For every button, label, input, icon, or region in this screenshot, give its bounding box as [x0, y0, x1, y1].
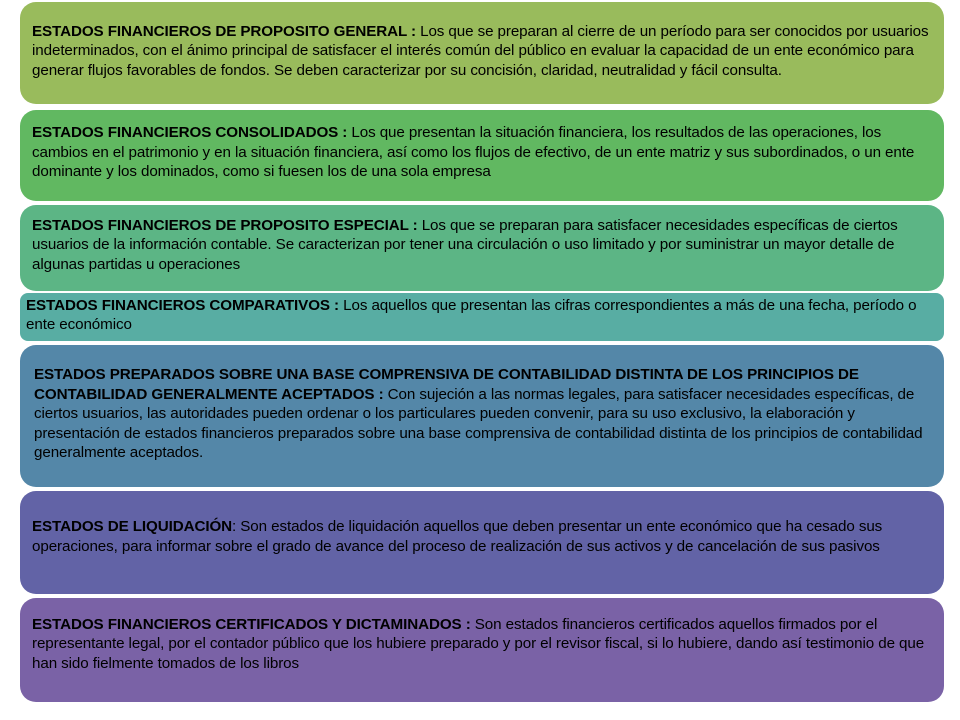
- block-title: ESTADOS PREPARADOS SOBRE UNA BASE COMPRENSIVA DE CONTABILIDAD DISTINTA DE LOS PRINCIPIOS DE CONTABILIDAD GENERALMENTE ACEPTADOS :: [34, 366, 859, 403]
- block-base-comprensiva: [20, 345, 944, 487]
- block-text: [26, 296, 930, 335]
- block-title: ESTADOS FINANCIEROS COMPARATIVOS :: [26, 296, 340, 314]
- block-description: : Son estados de liquidación aquellos que deben presentar un ente económico que ha cesado sus operaciones, para informar sobre el grado de avance del proceso de realización de sus activos y de cancelación de sus pasivos: [32, 518, 883, 555]
- block-text: [32, 517, 930, 556]
- block-description: Los que se preparan para satisfacer necesidades específicas de ciertos usuarios de la información contable. Se caracterizan por tener una circulación o uso limitado y por suministrar un mayor detalle de algunas partidas u operaciones: [32, 216, 898, 273]
- block-title: ESTADOS FINANCIEROS CERTIFICADOS Y DICTAMINADOS :: [32, 615, 471, 633]
- block-description: Con sujeción a las normas legales, para satisfacer necesidades específicas, de ciertos usuarios, las autoridades pueden ordenar o los particulares pueden convenir, para su uso exclusivo, la elaboración y presentación de estados financieros preparados sobre una base comprensiva de contabilidad distinta de los principios de contabilidad generalmente aceptados.: [34, 385, 923, 462]
- block-title: ESTADOS DE LIQUIDACIÓN: [32, 518, 233, 536]
- block-certificados-dictaminados: [20, 598, 944, 702]
- block-proposito-general: [20, 2, 944, 104]
- block-text: [32, 365, 930, 462]
- block-title: ESTADOS FINANCIEROS DE PROPOSITO GENERAL :: [32, 22, 416, 40]
- block-description: Son estados financieros certificados aquellos firmados por el representante legal, por el contador público que los hubiere preparado y por el revisor fiscal, si lo hubiere, dando así testimonio de que han sido fielmente tomados de los libros: [32, 615, 925, 672]
- block-description: Los aquellos que presentan las cifras correspondientes a más de una fecha, período o ente económico: [26, 296, 917, 333]
- block-liquidacion: [20, 491, 944, 594]
- block-comparativos: [20, 293, 944, 341]
- block-description: Los que se preparan al cierre de un período para ser conocidos por usuarios indeterminados, con el ánimo principal de satisfacer el interés común del público en evaluar la capacidad de un ente económico para generar flujos favorables de fondos. Se deben caracterizar por su concisión, claridad, neutralidad y fácil consulta.: [32, 22, 929, 79]
- block-text: [32, 615, 930, 673]
- block-title: ESTADOS FINANCIEROS DE PROPOSITO ESPECIAL :: [32, 216, 418, 234]
- block-consolidados: [20, 110, 944, 201]
- block-title: ESTADOS FINANCIEROS CONSOLIDADOS :: [32, 124, 348, 142]
- block-text: [32, 216, 930, 274]
- block-description: Los que presentan la situación financiera, los resultados de las operaciones, los cambios en el patrimonio y en la situación financiera, así como los flujos de efectivo, de un ente matriz y sus subordinados, o un ente dominante y los dominados, como si fuesen los de una sola empresa: [32, 124, 915, 181]
- block-text: [32, 123, 930, 181]
- block-text: [32, 22, 930, 80]
- block-proposito-especial: [20, 205, 944, 291]
